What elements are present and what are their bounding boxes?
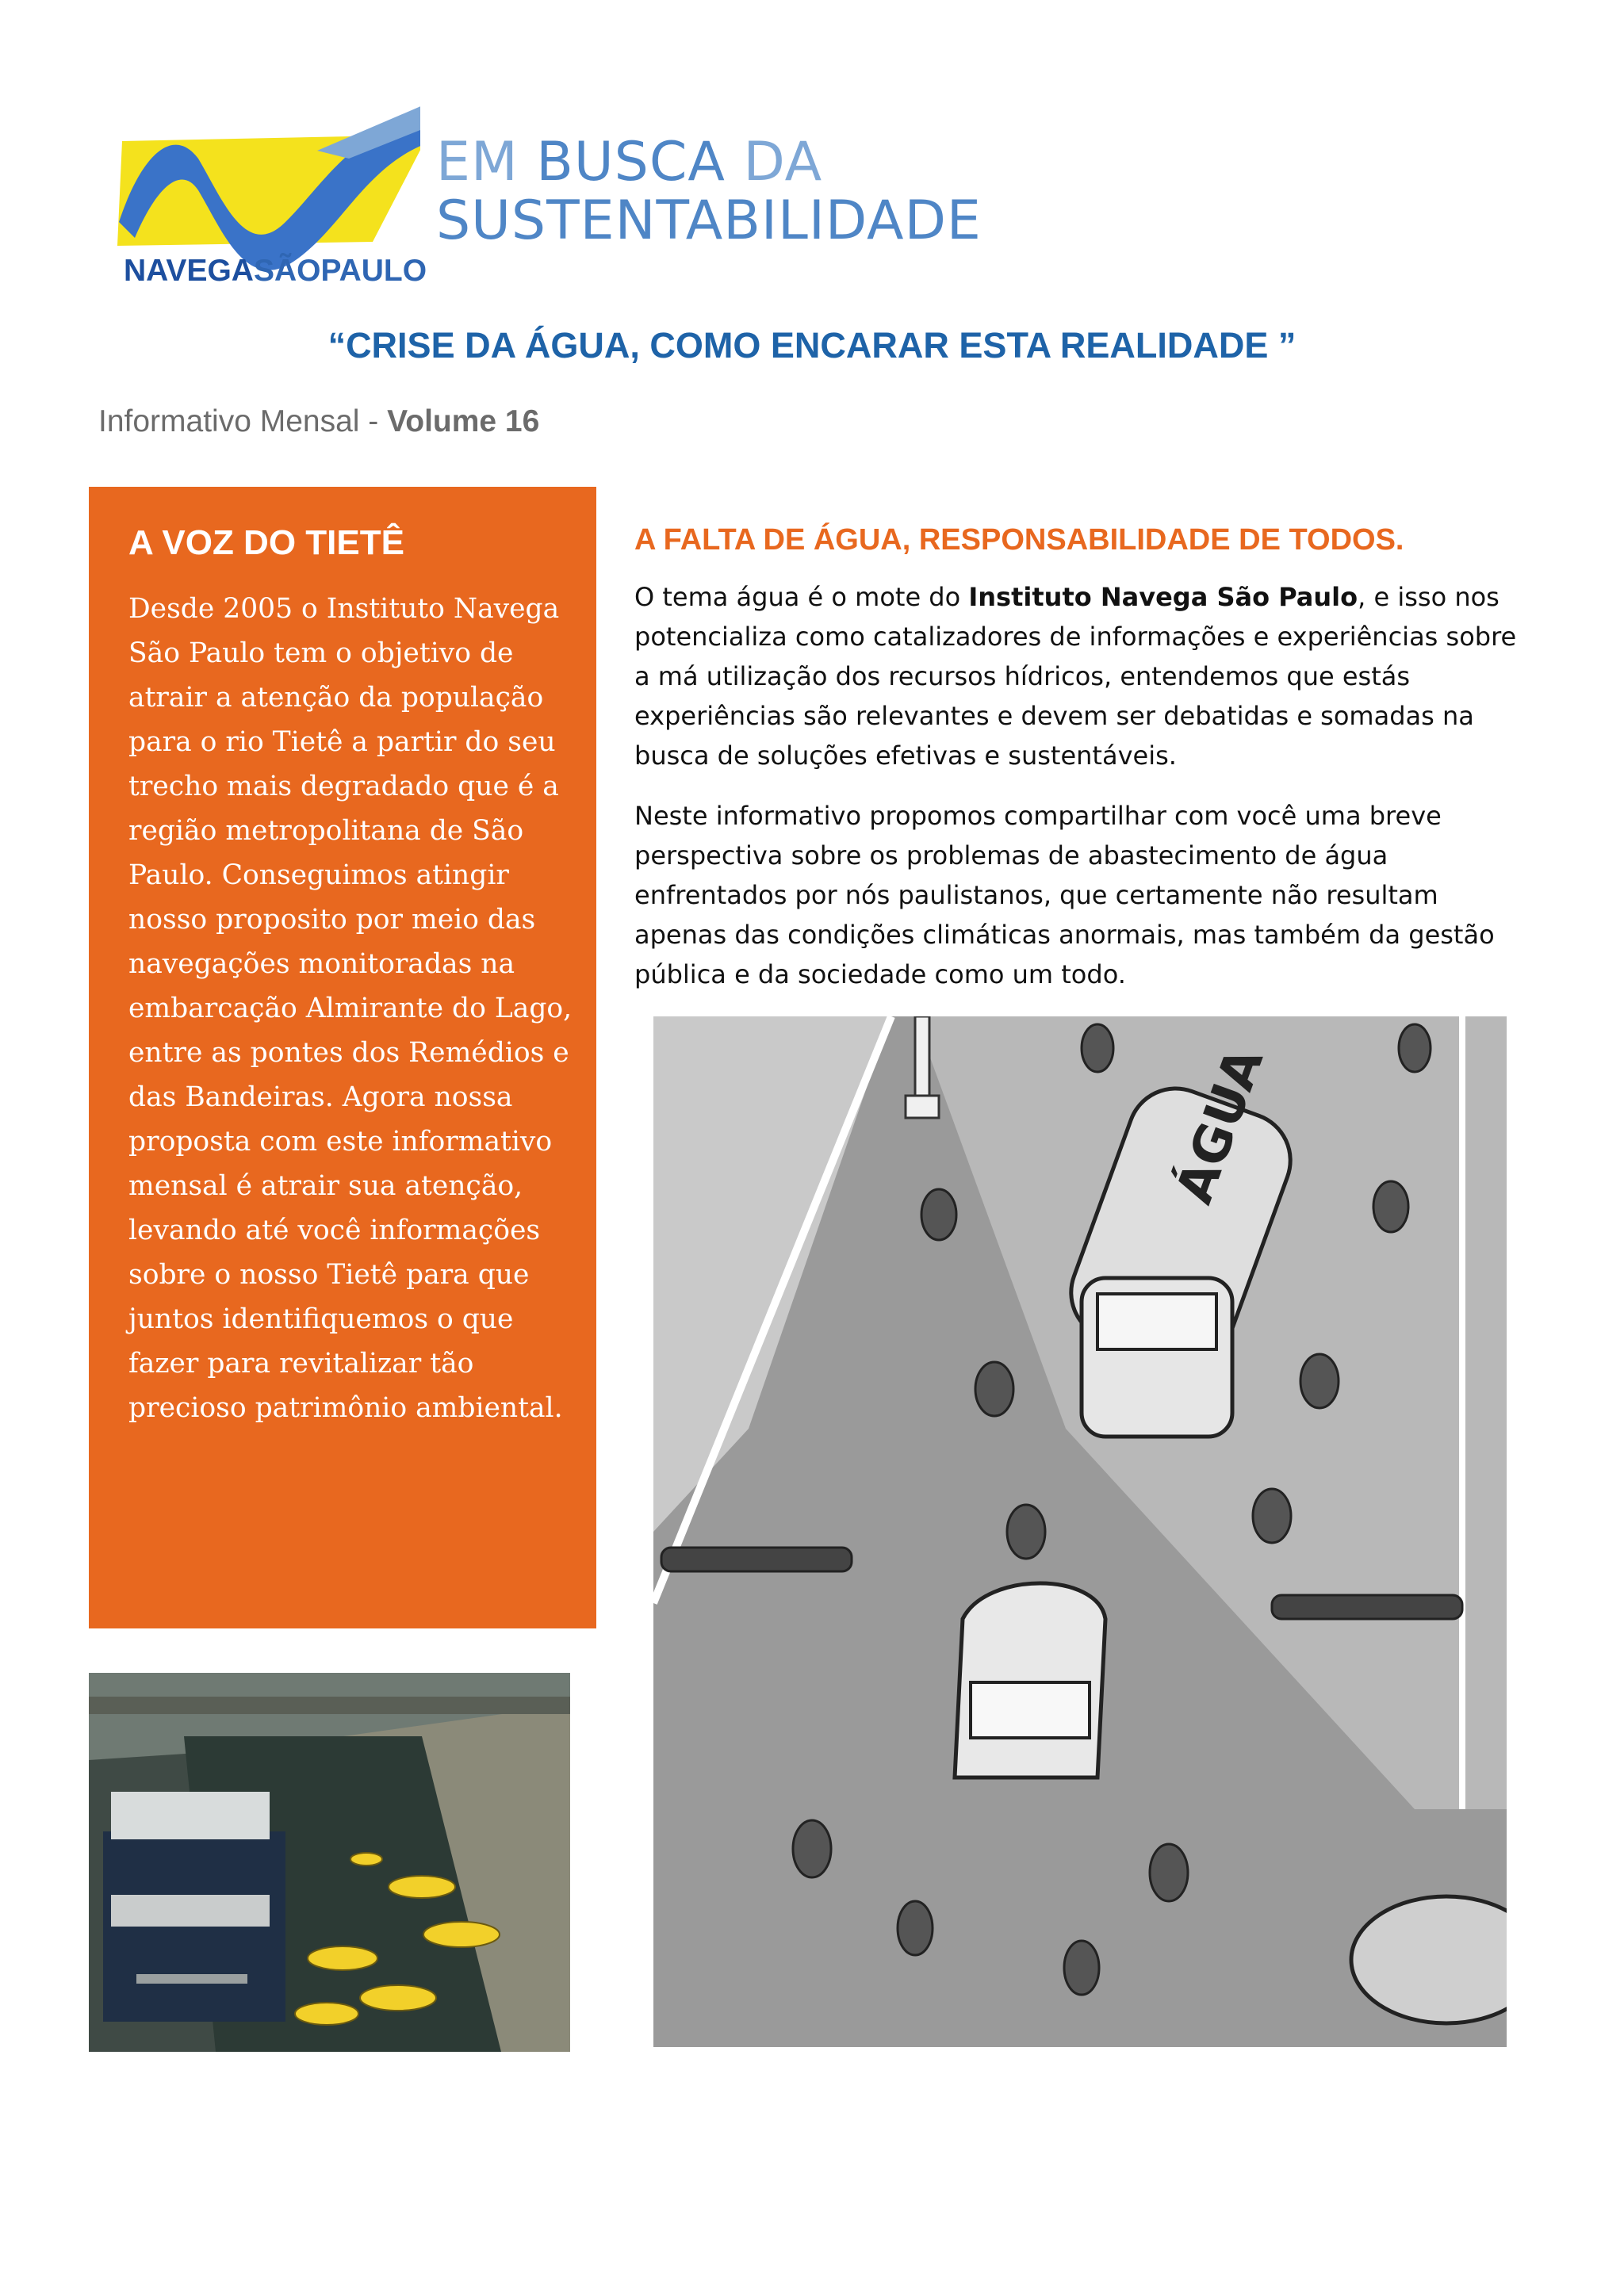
- logo-word-left: NAVEGA: [124, 254, 254, 288]
- sidebar-text: Desde 2005 o Instituto Navega São Paulo tem o objetivo de atrair a atenção da população para o rio Tietê a partir do seu trecho mais degradado que é a região metropolitana de São Paulo. Conseguimos atingir nosso proposito por meio das navegações monitoradas na embarcação Almirante do Lago, entre as pontes dos Remédios e das Bandeiras. Agora nossa proposta com este informativo mensal é atrair sua atenção, levando até você informações sobre o nosso Tietê para que juntos identifiquemos o que fazer para revitalizar tão precioso patrimônio ambiental.: [128, 593, 573, 1424]
- logo-word-right: SÃOPAULO: [253, 254, 427, 288]
- logo-wordmark: [124, 254, 427, 289]
- cartoon-illustration: [653, 1016, 1507, 2047]
- issue-label: Informativo Mensal -: [98, 404, 388, 438]
- article-paragraph-1: [634, 577, 1530, 775]
- tagline-line2: SUSTENTABILIDADE: [436, 189, 982, 252]
- logo-tagline: [436, 133, 982, 251]
- tagline-da: DA: [743, 131, 823, 193]
- tagline-line1: [436, 133, 982, 192]
- p1-before: O tema água é o mote do: [634, 582, 969, 612]
- page-title: “CRISE DA ÁGUA, COMO ENCARAR ESTA REALIDADE ”: [327, 325, 1297, 365]
- bus: [955, 1583, 1105, 1777]
- p1-bold: Instituto Navega São Paulo: [968, 582, 1358, 612]
- logo: [111, 103, 982, 293]
- article-paragraph-2: Neste informativo propomos compartilhar com você uma breve perspectiva sobre os problemas de abastecimento de água enfrentados por nós paulistanos, que certamente não resultam apenas das condições climáticas anormais, mas também da gestão pública e da sociedade como um todo.: [634, 801, 1495, 989]
- tagline-em: EM: [436, 131, 537, 193]
- issue-line: [98, 404, 539, 439]
- p1-after: , e isso nos potencializa como catalizadores de informações e experiências sobre a má utilização dos recursos hídricos, entendemos que estás experiências são relevantes e devem ser debatidas e somadas na busca de soluções efetivas e sustentáveis.: [634, 582, 1517, 771]
- tank-label: ÁGUA: [1165, 1040, 1275, 1211]
- article-heading: A FALTA DE ÁGUA, RESPONSABILIDADE DE TODOS.: [634, 523, 1404, 557]
- boat: [103, 1792, 285, 2022]
- tagline-busca: BUSCA: [536, 131, 744, 193]
- sidebar-title: A VOZ DO TIETÊ: [128, 523, 404, 562]
- river-boat-photo: [89, 1673, 570, 2052]
- issue-volume: Volume 16: [387, 404, 540, 438]
- sidebar-box: [89, 487, 596, 1628]
